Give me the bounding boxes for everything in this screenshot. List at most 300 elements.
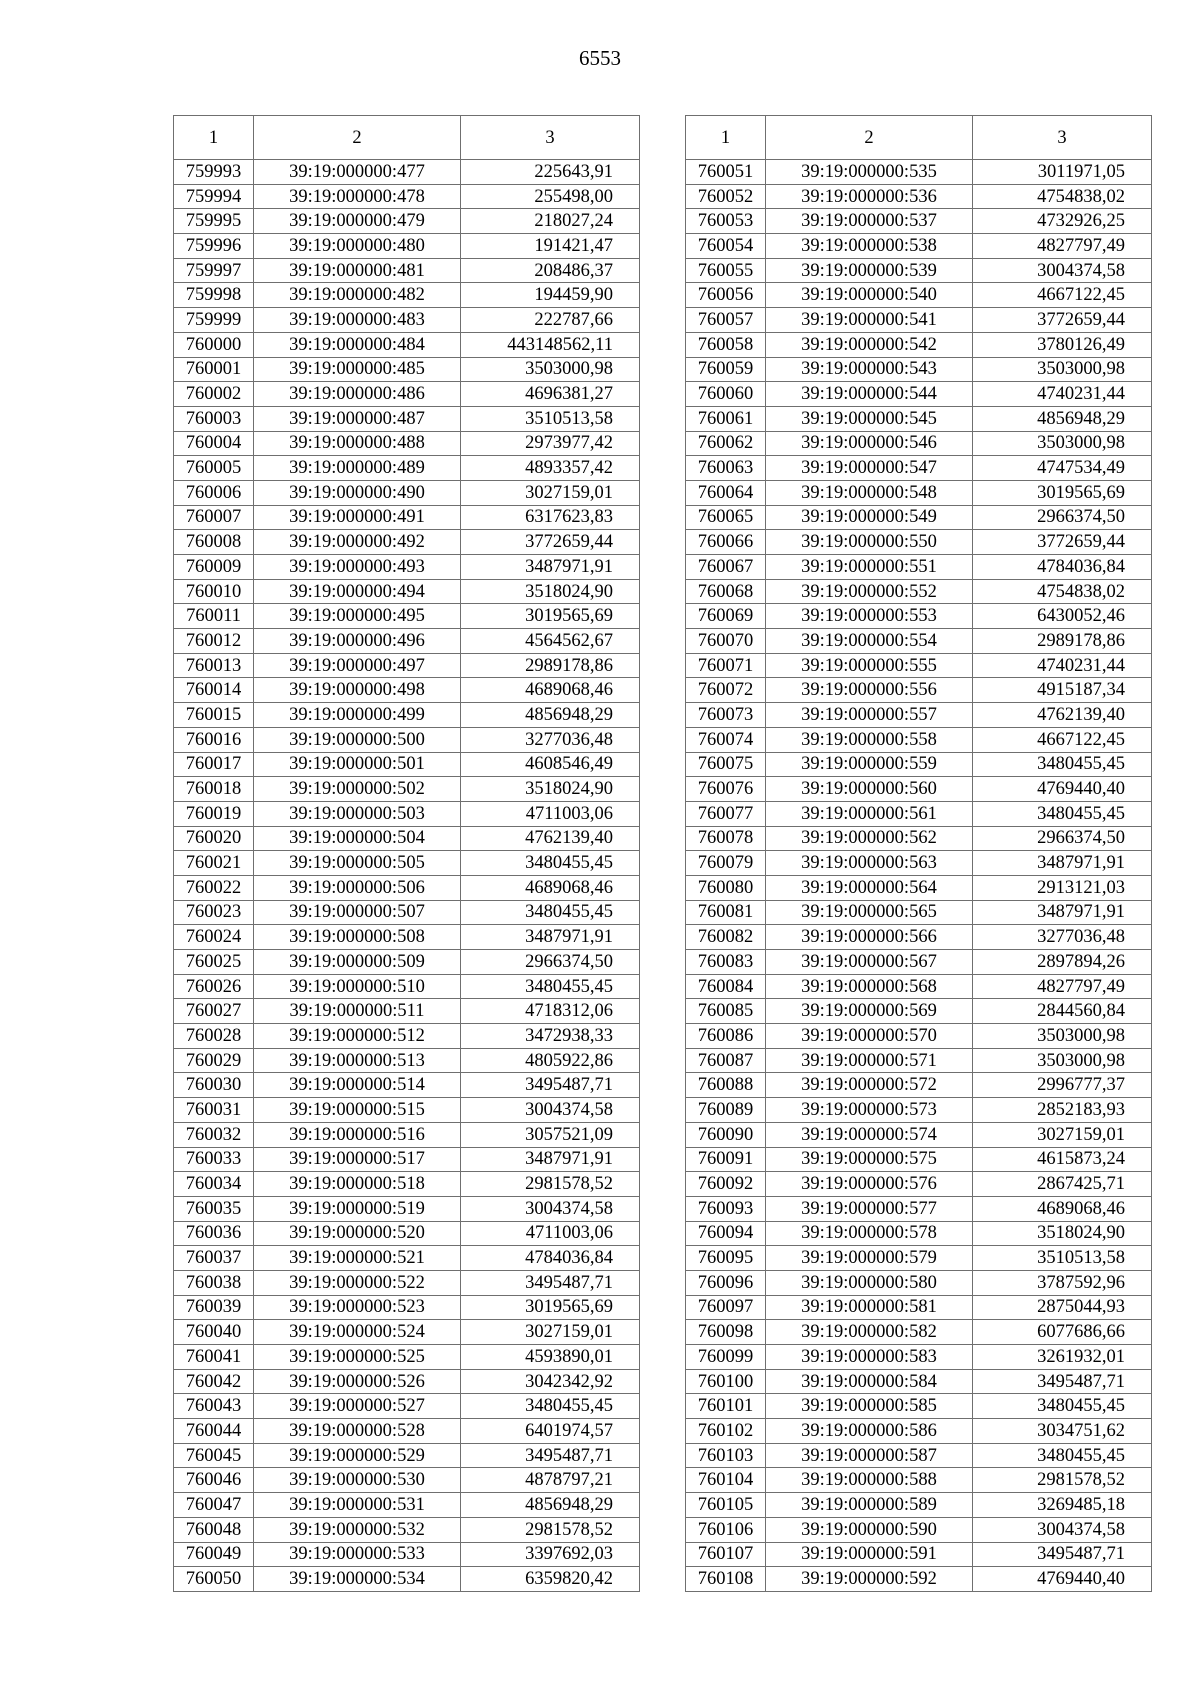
cell-number: 760026 [174,974,254,999]
cell-value: 4762139,40 [461,826,640,851]
table-row [174,234,640,259]
table-header-row [174,116,640,160]
cell-number: 760107 [686,1542,766,1567]
cell-number: 760022 [174,875,254,900]
cell-cadastral-number: 39:19:000000:585 [766,1394,973,1419]
cell-cadastral-number: 39:19:000000:509 [254,950,461,975]
cell-cadastral-number: 39:19:000000:506 [254,875,461,900]
cell-value: 3503000,98 [973,357,1152,382]
cell-value: 4689068,46 [973,1196,1152,1221]
cell-value: 3019565,69 [973,480,1152,505]
table-row [686,234,1152,259]
table-row [686,1147,1152,1172]
cell-cadastral-number: 39:19:000000:488 [254,431,461,456]
cell-cadastral-number: 39:19:000000:544 [766,382,973,407]
cell-number: 760012 [174,629,254,654]
cell-number: 760094 [686,1221,766,1246]
table-row [174,1443,640,1468]
cell-number: 759996 [174,234,254,259]
cell-value: 3518024,90 [973,1221,1152,1246]
cell-cadastral-number: 39:19:000000:500 [254,727,461,752]
cell-value: 3004374,58 [461,1196,640,1221]
cell-number: 760062 [686,431,766,456]
cell-value: 4856948,29 [461,703,640,728]
cell-cadastral-number: 39:19:000000:578 [766,1221,973,1246]
cell-number: 759995 [174,209,254,234]
table-row [174,629,640,654]
cell-number: 760047 [174,1493,254,1518]
table-row [174,703,640,728]
cell-value: 2875044,93 [973,1295,1152,1320]
table-row [174,875,640,900]
cell-value: 2989178,86 [461,653,640,678]
cell-cadastral-number: 39:19:000000:553 [766,604,973,629]
cell-number: 760038 [174,1270,254,1295]
table-row [174,332,640,357]
table-row [686,480,1152,505]
table-row [686,332,1152,357]
cell-cadastral-number: 39:19:000000:529 [254,1443,461,1468]
cell-number: 760024 [174,925,254,950]
table-row [686,900,1152,925]
table-row [686,1122,1152,1147]
cell-number: 760021 [174,851,254,876]
cell-cadastral-number: 39:19:000000:502 [254,777,461,802]
cell-value: 2844560,84 [973,999,1152,1024]
table-row [174,1567,640,1592]
cell-number: 760068 [686,579,766,604]
cell-number: 760097 [686,1295,766,1320]
cell-number: 760071 [686,653,766,678]
page-number: 6553 [579,46,621,70]
table-row [174,1221,640,1246]
table-row [686,1270,1152,1295]
table-row [174,283,640,308]
cell-cadastral-number: 39:19:000000:522 [254,1270,461,1295]
cell-cadastral-number: 39:19:000000:513 [254,1048,461,1073]
cell-number: 760002 [174,382,254,407]
table-row [174,308,640,333]
cell-cadastral-number: 39:19:000000:546 [766,431,973,456]
column-header-cadastral: 2 [766,116,973,160]
cell-cadastral-number: 39:19:000000:580 [766,1270,973,1295]
cell-value: 3495487,71 [461,1270,640,1295]
table-row [686,160,1152,185]
cell-number: 760041 [174,1345,254,1370]
cell-cadastral-number: 39:19:000000:567 [766,950,973,975]
table-row [174,678,640,703]
cell-cadastral-number: 39:19:000000:480 [254,234,461,259]
cell-cadastral-number: 39:19:000000:581 [766,1295,973,1320]
cell-number: 760060 [686,382,766,407]
cell-value: 3503000,98 [973,1024,1152,1049]
cell-number: 760027 [174,999,254,1024]
table-row [686,974,1152,999]
table-row [686,1419,1152,1444]
table-row [686,727,1152,752]
cell-cadastral-number: 39:19:000000:566 [766,925,973,950]
cell-number: 760098 [686,1320,766,1345]
cell-cadastral-number: 39:19:000000:486 [254,382,461,407]
cell-value: 3004374,58 [973,1517,1152,1542]
cell-cadastral-number: 39:19:000000:533 [254,1542,461,1567]
cell-number: 760104 [686,1468,766,1493]
cell-cadastral-number: 39:19:000000:554 [766,629,973,654]
cell-value: 2966374,50 [973,826,1152,851]
cell-number: 760093 [686,1196,766,1221]
cell-number: 760009 [174,555,254,580]
cell-cadastral-number: 39:19:000000:555 [766,653,973,678]
cell-cadastral-number: 39:19:000000:515 [254,1098,461,1123]
cell-number: 760100 [686,1369,766,1394]
cell-value: 4856948,29 [973,406,1152,431]
cell-value: 208486,37 [461,258,640,283]
cell-cadastral-number: 39:19:000000:539 [766,258,973,283]
cell-cadastral-number: 39:19:000000:530 [254,1468,461,1493]
cell-number: 760039 [174,1295,254,1320]
cell-number: 760089 [686,1098,766,1123]
cell-cadastral-number: 39:19:000000:570 [766,1024,973,1049]
cell-number: 760008 [174,530,254,555]
cell-cadastral-number: 39:19:000000:551 [766,555,973,580]
table-row [174,1048,640,1073]
cell-cadastral-number: 39:19:000000:586 [766,1419,973,1444]
cell-value: 4784036,84 [461,1246,640,1271]
table-row [686,1394,1152,1419]
table-body [686,160,1152,1592]
cell-number: 760014 [174,678,254,703]
cell-cadastral-number: 39:19:000000:591 [766,1542,973,1567]
cell-number: 760099 [686,1345,766,1370]
cell-cadastral-number: 39:19:000000:485 [254,357,461,382]
cell-cadastral-number: 39:19:000000:576 [766,1172,973,1197]
cell-value: 2897894,26 [973,950,1152,975]
table-row [174,209,640,234]
cell-value: 2989178,86 [973,629,1152,654]
cell-number: 759998 [174,283,254,308]
cell-value: 3495487,71 [973,1369,1152,1394]
cell-number: 760085 [686,999,766,1024]
cell-cadastral-number: 39:19:000000:520 [254,1221,461,1246]
cell-cadastral-number: 39:19:000000:478 [254,184,461,209]
cell-value: 4769440,40 [973,777,1152,802]
cell-value: 3269485,18 [973,1493,1152,1518]
cell-number: 760023 [174,900,254,925]
table-row [174,974,640,999]
cell-value: 3019565,69 [461,604,640,629]
cell-number: 760010 [174,579,254,604]
cell-number: 760059 [686,357,766,382]
cell-number: 760015 [174,703,254,728]
cell-value: 2966374,50 [461,950,640,975]
cell-cadastral-number: 39:19:000000:498 [254,678,461,703]
cell-number: 759994 [174,184,254,209]
cell-number: 760061 [686,406,766,431]
cell-number: 760106 [686,1517,766,1542]
cell-value: 4754838,02 [973,579,1152,604]
cell-value: 3503000,98 [973,1048,1152,1073]
cell-number: 760070 [686,629,766,654]
cell-cadastral-number: 39:19:000000:496 [254,629,461,654]
cell-number: 760096 [686,1270,766,1295]
table-row [686,431,1152,456]
cell-cadastral-number: 39:19:000000:561 [766,801,973,826]
table-row [686,678,1152,703]
table-row [174,160,640,185]
cell-value: 3518024,90 [461,777,640,802]
cell-cadastral-number: 39:19:000000:482 [254,283,461,308]
cell-cadastral-number: 39:19:000000:542 [766,332,973,357]
cell-value: 2867425,71 [973,1172,1152,1197]
table-row [686,752,1152,777]
cell-value: 3480455,45 [973,752,1152,777]
table-row [174,1320,640,1345]
table-row [174,900,640,925]
cell-cadastral-number: 39:19:000000:577 [766,1196,973,1221]
cell-cadastral-number: 39:19:000000:584 [766,1369,973,1394]
cell-value: 3004374,58 [461,1098,640,1123]
cell-value: 225643,91 [461,160,640,185]
cell-cadastral-number: 39:19:000000:527 [254,1394,461,1419]
table-row [686,1369,1152,1394]
cell-number: 759993 [174,160,254,185]
cell-cadastral-number: 39:19:000000:592 [766,1567,973,1592]
table-row [174,382,640,407]
cell-number: 760013 [174,653,254,678]
cell-cadastral-number: 39:19:000000:504 [254,826,461,851]
cell-cadastral-number: 39:19:000000:479 [254,209,461,234]
cell-number: 760020 [174,826,254,851]
cell-cadastral-number: 39:19:000000:540 [766,283,973,308]
cell-number: 759997 [174,258,254,283]
cell-number: 760005 [174,456,254,481]
cell-value: 3495487,71 [973,1542,1152,1567]
cell-cadastral-number: 39:19:000000:563 [766,851,973,876]
table-row [174,258,640,283]
cell-number: 760033 [174,1147,254,1172]
cell-number: 760102 [686,1419,766,1444]
cell-number: 760032 [174,1122,254,1147]
cell-cadastral-number: 39:19:000000:531 [254,1493,461,1518]
cell-cadastral-number: 39:19:000000:534 [254,1567,461,1592]
cell-value: 3034751,62 [973,1419,1152,1444]
cell-cadastral-number: 39:19:000000:487 [254,406,461,431]
table-row [686,579,1152,604]
cell-value: 3480455,45 [461,900,640,925]
cell-cadastral-number: 39:19:000000:550 [766,530,973,555]
cell-value: 3787592,96 [973,1270,1152,1295]
cell-value: 4915187,34 [973,678,1152,703]
cell-number: 760011 [174,604,254,629]
cell-cadastral-number: 39:19:000000:579 [766,1246,973,1271]
cell-number: 760064 [686,480,766,505]
cell-cadastral-number: 39:19:000000:489 [254,456,461,481]
table-row [174,925,640,950]
table-row [686,1048,1152,1073]
cell-value: 4805922,86 [461,1048,640,1073]
table-row [686,653,1152,678]
cell-cadastral-number: 39:19:000000:541 [766,308,973,333]
cell-cadastral-number: 39:19:000000:490 [254,480,461,505]
cell-cadastral-number: 39:19:000000:511 [254,999,461,1024]
cell-number: 760074 [686,727,766,752]
cell-number: 760076 [686,777,766,802]
cell-number: 760019 [174,801,254,826]
cell-number: 760088 [686,1073,766,1098]
cell-value: 3487971,91 [973,900,1152,925]
cell-number: 760028 [174,1024,254,1049]
cell-number: 760069 [686,604,766,629]
table-row [686,1493,1152,1518]
cell-value: 4878797,21 [461,1468,640,1493]
cell-cadastral-number: 39:19:000000:589 [766,1493,973,1518]
cell-cadastral-number: 39:19:000000:492 [254,530,461,555]
cell-number: 760101 [686,1394,766,1419]
cell-value: 3057521,09 [461,1122,640,1147]
table-row [174,777,640,802]
table-row [686,505,1152,530]
cell-value: 6430052,46 [973,604,1152,629]
column-header-cadastral: 2 [254,116,461,160]
cell-value: 3397692,03 [461,1542,640,1567]
cell-number: 760086 [686,1024,766,1049]
cell-cadastral-number: 39:19:000000:495 [254,604,461,629]
table-row [686,1517,1152,1542]
cell-cadastral-number: 39:19:000000:499 [254,703,461,728]
cell-value: 3503000,98 [461,357,640,382]
cell-value: 3495487,71 [461,1443,640,1468]
table-row [686,629,1152,654]
cell-number: 760030 [174,1073,254,1098]
cell-cadastral-number: 39:19:000000:497 [254,653,461,678]
table-row [174,1419,640,1444]
table-row [686,184,1152,209]
cell-cadastral-number: 39:19:000000:590 [766,1517,973,1542]
cell-number: 760025 [174,950,254,975]
cell-cadastral-number: 39:19:000000:505 [254,851,461,876]
table-row [686,703,1152,728]
cell-value: 4754838,02 [973,184,1152,209]
cell-cadastral-number: 39:19:000000:477 [254,160,461,185]
cell-cadastral-number: 39:19:000000:523 [254,1295,461,1320]
table-row [686,1073,1152,1098]
cell-number: 760075 [686,752,766,777]
cell-value: 6359820,42 [461,1567,640,1592]
cell-cadastral-number: 39:19:000000:562 [766,826,973,851]
column-header-number: 1 [686,116,766,160]
cell-number: 760082 [686,925,766,950]
table-row [686,308,1152,333]
table-row [174,801,640,826]
cell-cadastral-number: 39:19:000000:519 [254,1196,461,1221]
cell-cadastral-number: 39:19:000000:547 [766,456,973,481]
cell-value: 3027159,01 [461,1320,640,1345]
table-row [686,1567,1152,1592]
cell-value: 3011971,05 [973,160,1152,185]
cell-value: 4718312,06 [461,999,640,1024]
cell-cadastral-number: 39:19:000000:503 [254,801,461,826]
cell-number: 760001 [174,357,254,382]
cell-value: 3495487,71 [461,1073,640,1098]
cell-cadastral-number: 39:19:000000:565 [766,900,973,925]
cell-value: 4762139,40 [973,703,1152,728]
cell-value: 4769440,40 [973,1567,1152,1592]
registry-table-left [173,115,640,1592]
cell-cadastral-number: 39:19:000000:525 [254,1345,461,1370]
cell-value: 222787,66 [461,308,640,333]
cell-number: 760042 [174,1369,254,1394]
cell-number: 760058 [686,332,766,357]
cell-cadastral-number: 39:19:000000:536 [766,184,973,209]
table-row [174,456,640,481]
cell-number: 760090 [686,1122,766,1147]
cell-value: 3480455,45 [973,1443,1152,1468]
cell-value: 4667122,45 [973,727,1152,752]
table-row [174,480,640,505]
cell-value: 3780126,49 [973,332,1152,357]
table-row [686,826,1152,851]
cell-number: 760055 [686,258,766,283]
cell-number: 760000 [174,332,254,357]
cell-value: 3518024,90 [461,579,640,604]
table-row [174,1295,640,1320]
column-header-value: 3 [973,116,1152,160]
cell-cadastral-number: 39:19:000000:558 [766,727,973,752]
table-row [686,1295,1152,1320]
cell-value: 3487971,91 [973,851,1152,876]
cell-value: 218027,24 [461,209,640,234]
cell-value: 4732926,25 [973,209,1152,234]
table-row [174,1517,640,1542]
cell-value: 3487971,91 [461,925,640,950]
table-header-row [686,116,1152,160]
cell-cadastral-number: 39:19:000000:587 [766,1443,973,1468]
cell-number: 760006 [174,480,254,505]
cell-value: 3480455,45 [461,974,640,999]
cell-number: 760057 [686,308,766,333]
cell-value: 6077686,66 [973,1320,1152,1345]
table-row [174,1542,640,1567]
cell-cadastral-number: 39:19:000000:543 [766,357,973,382]
cell-value: 3480455,45 [973,1394,1152,1419]
cell-number: 760091 [686,1147,766,1172]
cell-cadastral-number: 39:19:000000:571 [766,1048,973,1073]
cell-cadastral-number: 39:19:000000:494 [254,579,461,604]
table-row [174,1122,640,1147]
cell-value: 2852183,93 [973,1098,1152,1123]
table-row [174,431,640,456]
cell-number: 760087 [686,1048,766,1073]
table-row [174,1246,640,1271]
table-row [686,1345,1152,1370]
cell-number: 760017 [174,752,254,777]
cell-value: 3027159,01 [461,480,640,505]
cell-cadastral-number: 39:19:000000:573 [766,1098,973,1123]
cell-cadastral-number: 39:19:000000:549 [766,505,973,530]
cell-value: 4893357,42 [461,456,640,481]
cell-cadastral-number: 39:19:000000:583 [766,1345,973,1370]
cell-number: 760007 [174,505,254,530]
cell-number: 760034 [174,1172,254,1197]
table-row [174,752,640,777]
cell-number: 760029 [174,1048,254,1073]
cell-number: 760046 [174,1468,254,1493]
table-row [174,999,640,1024]
table-row [174,826,640,851]
table-row [686,1172,1152,1197]
table-row [174,1147,640,1172]
cell-number: 760018 [174,777,254,802]
